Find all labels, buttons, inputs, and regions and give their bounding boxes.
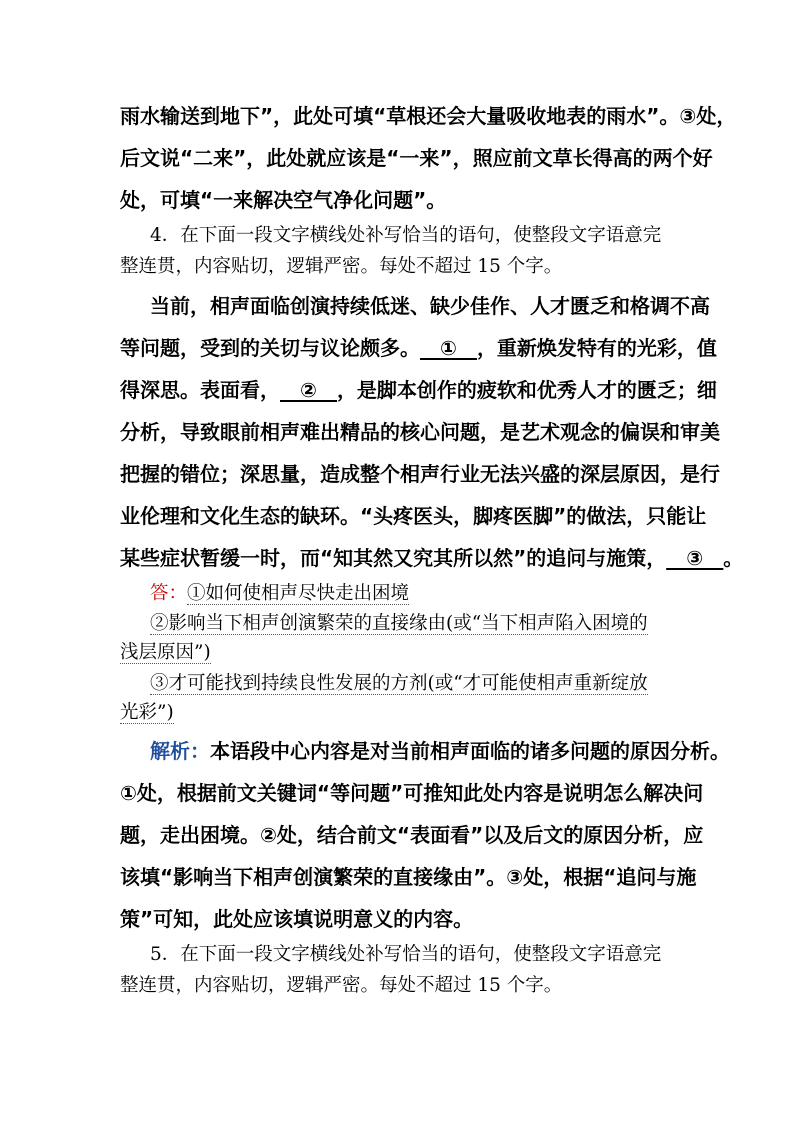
question-4-line: 4．在下面一段文字横线处补写恰当的语句，使整段文字语意完 [150, 225, 662, 246]
answer-text: 浅层原因”) [120, 642, 211, 663]
answer-label: 答： [150, 583, 188, 604]
passage-text: 。 [723, 546, 744, 570]
analysis-label: 解析： [150, 739, 210, 763]
question-5-line: 5．在下面一段文字横线处补写恰当的语句，使整段文字语意完 [150, 944, 662, 965]
analysis-line: ①处，根据前文关键词“等问题”可推知此处内容是说明怎么解决问 [120, 781, 704, 805]
blank-1: __①__ [420, 336, 477, 360]
passage-line: 分析，导致眼前相声难出精品的核心问题，是艺术观念的偏误和审美 [120, 420, 720, 444]
passage-line [120, 375, 717, 405]
analysis-line: 策”可知，此处应该填说明意义的内容。 [120, 907, 474, 931]
passage-text: ，是脚本创作的疲软和优秀人才的匮乏；细 [336, 378, 717, 402]
analysis-line: 题，走出困境。②处，结合前文“表面看”以及后文的原因分析，应 [120, 823, 704, 847]
answer-line [150, 580, 680, 608]
passage-text: 得深思。表面看， [120, 378, 280, 402]
paragraph-line: 处，可填“一来解决空气净化问题”。 [120, 188, 447, 212]
answer-line [120, 639, 680, 667]
question-5-line: 整连贯，内容贴切，逻辑严密。每处不超过 15 个字。 [120, 975, 563, 996]
answer-line [120, 699, 680, 727]
passage-text: ，重新焕发特有的光彩，值 [476, 336, 717, 360]
passage-line: 把握的错位；深思量，造成整个相声行业无法兴盛的深层原因，是行 [120, 462, 720, 486]
question-4-line: 整连贯，内容贴切，逻辑严密。每处不超过 15 个字。 [120, 256, 563, 277]
analysis-text: 本语段中心内容是对当前相声面临的诸多问题的原因分析。 [210, 739, 730, 763]
analysis-line: 该填“影响当下相声创演繁荣的直接缘由”。③处，根据“追问与施 [120, 865, 697, 889]
answer-line [150, 670, 680, 698]
answer-text: ①如何使相声尽快走出困境 [187, 583, 410, 604]
answer-line [150, 610, 680, 638]
paragraph-line: 后文说“二来”，此处就应该是“一来”，照应前文草长得高的两个好 [120, 146, 713, 170]
passage-line [120, 543, 744, 573]
answer-text: 光彩”) [120, 702, 174, 723]
passage-line [120, 333, 717, 363]
passage-text: 等问题，受到的关切与议论颇多。 [120, 336, 420, 360]
blank-2: __②__ [280, 378, 337, 402]
passage-text: 某些症状暂缓一时，而“知其然又究其所以然”的追问与施策， [120, 546, 667, 570]
passage-line: 业伦理和文化生态的缺环。“头疼医头，脚疼医脚”的做法，只能让 [120, 504, 707, 528]
analysis-line [150, 736, 730, 766]
paragraph-line: 雨水输送到地下”，此处可填“草根还会大量吸收地表的雨水”。③处， [120, 104, 737, 128]
answer-text: ②影响当下相声创演繁荣的直接缘由(或“当下相声陷入困境的 [150, 613, 648, 634]
blank-3: __③__ [666, 546, 724, 570]
passage-line: 当前，相声面临创演持续低迷、缺少佳作、人才匮乏和格调不高 [150, 294, 710, 318]
answer-text: ③才可能找到持续良性发展的方剂(或“才可能使相声重新绽放 [150, 673, 648, 694]
